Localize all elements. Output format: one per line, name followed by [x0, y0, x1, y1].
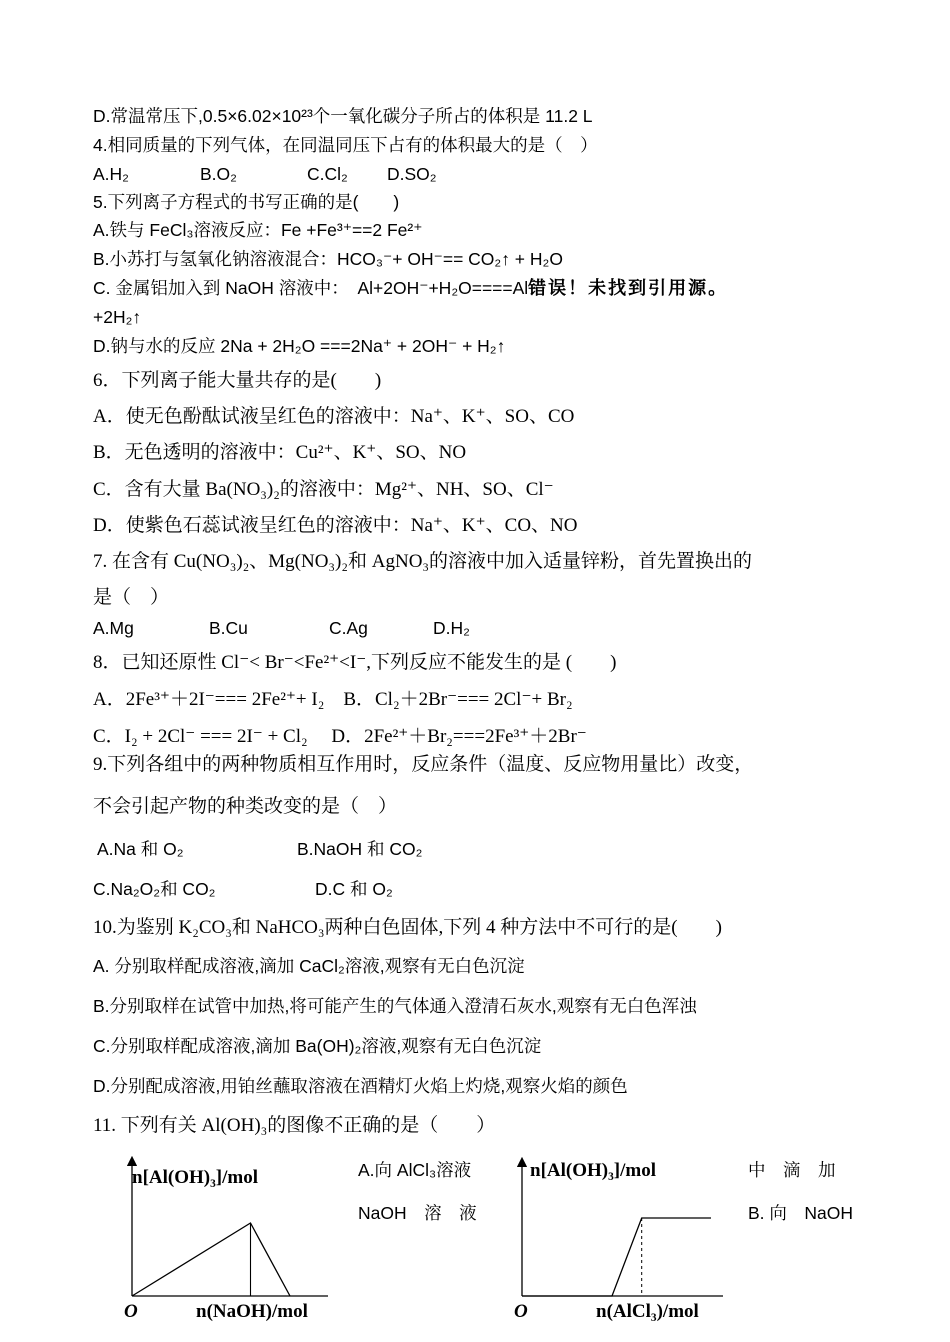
- q7-option-b: B.Cu: [209, 618, 248, 638]
- q3-option-d: D.常温常压下,0.5×6.02×10²³个一氧化碳分子所占的体积是 11.2 L: [93, 106, 593, 126]
- q7-option-a: A.Mg: [93, 618, 134, 638]
- chart-b-ylabel: n[Al(OH)₃]/mol: [530, 1160, 657, 1181]
- q7-stem-line2: 是（ ）: [93, 587, 170, 608]
- q8-stem: 8．已知还原性 Cl⁻< Br⁻<Fe²⁺<I⁻,下列反应不能发生的是 ( ): [93, 652, 617, 673]
- q4-option-c: C.Cl₂: [307, 164, 348, 184]
- q4-option-d: D.SO₂: [387, 164, 437, 184]
- q5-option-c-cont: +2H₂↑: [93, 307, 142, 327]
- q6-option-b: B．无色透明的溶液中：Cu²⁺、K⁺、SO、NO: [93, 442, 467, 463]
- chart-a-ylabel: n[Al(OH)₃]/mol: [132, 1167, 259, 1188]
- q7-option-d: D.H₂: [433, 618, 470, 638]
- chart-b: [508, 1150, 733, 1335]
- q9-stem-line2: 不会引起产物的种类改变的是（ ）: [93, 796, 398, 817]
- chart-b-desc-2: B. 向 NaOH: [748, 1203, 854, 1223]
- q9-option-b: B.NaOH 和 CO₂: [297, 839, 423, 859]
- q7-option-c: C.Ag: [329, 618, 368, 638]
- q10-option-d: D.分别配成溶液,用铂丝蘸取溶液在酒精灯火焰上灼烧,观察火焰的颜色: [93, 1076, 628, 1096]
- chart-b-desc-1: 中 滴 加: [748, 1160, 836, 1180]
- q9-option-c: C.Na₂O₂和 CO₂: [93, 879, 216, 899]
- q6-option-c: C．含有大量 Ba(NO₃)₂的溶液中：Mg²⁺、NH、SO、Cl⁻: [93, 479, 554, 500]
- chart-a-xlabel: n(NaOH)/mol: [196, 1301, 308, 1322]
- q11-stem: 11. 下列有关 Al(OH)₃的图像不正确的是（ ）: [93, 1115, 496, 1136]
- q8-options-cd: C．I₂ + 2Cl⁻ === 2I⁻ + Cl₂ D．2Fe²⁺＋Br₂===2Fe³⁺＋2Br⁻: [93, 726, 587, 747]
- q9-options-ab: [97, 837, 422, 861]
- q5-option-a: A.铁与 FeCl₃溶液反应：Fe +Fe³⁺==2 Fe²⁺: [93, 220, 423, 240]
- q10-option-a: A. 分别取样配成溶液,滴加 CaCl₂溶液,观察有无白色沉淀: [93, 956, 525, 976]
- q4-options: [93, 162, 437, 186]
- q5-option-d: D.钠与水的反应 2Na + 2H₂O ===2Na⁺ + 2OH⁻ + H₂↑: [93, 336, 506, 356]
- q5-option-c: [93, 276, 728, 300]
- chart-a-series-line: [132, 1223, 290, 1296]
- q5-option-c-text: C. 金属铝加入到 NaOH 溶液中： Al+2OH⁻+H₂O====Al: [93, 278, 529, 298]
- chart-a-origin: O: [124, 1301, 138, 1322]
- q4-stem: 4.相同质量的下列气体，在同温同压下占有的体积最大的是（ ）: [93, 135, 598, 155]
- q5-stem: 5.下列离子方程式的书写正确的是( ): [93, 192, 400, 212]
- q7-stem-line1: 7. 在含有 Cu(NO₃)₂、Mg(NO₃)₂和 AgNO₃的溶液中加入适量锌粉，首先置换出的: [93, 551, 753, 572]
- q6-option-d: D．使紫色石蕊试液呈红色的溶液中：Na⁺、K⁺、CO、NO: [93, 515, 578, 536]
- q5-option-b: B.小苏打与氢氧化钠溶液混合：HCO₃⁻+ OH⁻== CO₂↑ + H₂O: [93, 249, 563, 269]
- reference-error-text: 错误！未找到引用源。: [528, 278, 729, 298]
- q8-options-ab: A．2Fe³⁺＋2I⁻=== 2Fe²⁺+ I₂ B．Cl₂＋2Br⁻=== 2Cl⁻+ Br₂: [93, 689, 573, 710]
- q9-option-a: A.Na 和 O₂: [97, 839, 184, 859]
- q6-stem: 6．下列离子能大量共存的是( ): [93, 370, 382, 391]
- q4-option-b: B.O₂: [200, 164, 237, 184]
- chart-a-desc-2: NaOH 溶 液: [358, 1203, 477, 1223]
- q9-options-cd: [93, 877, 393, 901]
- q4-option-a: A.H₂: [93, 164, 129, 184]
- q10-option-b: B.分别取样在试管中加热,将可能产生的气体通入澄清石灰水,观察有无白色浑浊: [93, 996, 697, 1016]
- q9-stem-line1: 9.下列各组中的两种物质相互作用时，反应条件（温度、反应物用量比）改变，: [93, 754, 754, 775]
- q7-options: [93, 616, 470, 640]
- q10-stem: 10.为鉴别 K₂CO₃和 NaHCO₃两种白色固体,下列 4 种方法中不可行的是( ): [93, 917, 722, 938]
- q6-option-a: A．使无色酚酞试液呈红色的溶液中：Na⁺、K⁺、SO、CO: [93, 406, 575, 427]
- chart-b-origin: O: [514, 1301, 528, 1322]
- chart-a: [118, 1155, 343, 1335]
- chart-b-series-line: [522, 1218, 711, 1296]
- q9-option-d: D.C 和 O₂: [315, 879, 393, 899]
- chart-a-desc-1: A.向 AlCl₃溶液: [358, 1160, 472, 1180]
- chart-b-xlabel: n(AlCl₃)/mol: [596, 1301, 699, 1322]
- q10-option-c: C.分别取样配成溶液,滴加 Ba(OH)₂溶液,观察有无白色沉淀: [93, 1036, 542, 1056]
